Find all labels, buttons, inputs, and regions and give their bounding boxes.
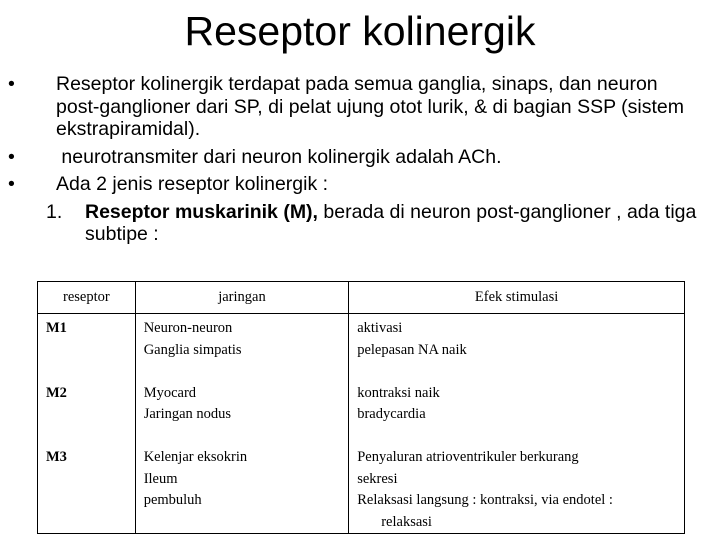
jaringan-cell [135,314,349,534]
numbered-text: berada di neuron post-ganglioner , ada tiga subtipe : [85,200,697,245]
bullet-text: Ada 2 jenis reseptor kolinergik : [56,173,329,195]
bullet-item [0,73,720,141]
header-efek-stimulasi: Efek stimulasi [349,282,685,314]
efek-item: Penyaluran atrioventrikuler berkurang [357,449,579,465]
jaringan-item: Ganglia simpatis [143,341,242,358]
efek-item: kontraksi naik [357,384,440,401]
receptor-table [37,281,685,534]
efek-item: bradycardia [357,406,426,422]
efek-item: relaksasi [381,513,432,530]
numbered-item [0,201,720,246]
receptor-label: M3 [46,449,67,465]
table-row [38,314,685,534]
efek-item: sekresi [357,470,398,487]
efek-item: pelepasan NA naik [357,341,467,358]
bullet-item [0,146,720,169]
efek-item: Relaksasi langsung : kontraksi, via endotel : [357,492,613,508]
bullet-icon: • [8,173,15,195]
slide-title: Reseptor kolinergik [184,8,536,54]
bullet-text: neurotransmiter dari neuron kolinergik adalah ACh. [56,145,502,168]
jaringan-item: Kelenjar eksokrin [143,449,248,465]
jaringan-item: Ileum [143,470,178,487]
bullet-text: Reseptor kolinergik terdapat pada semua ganglia, sinaps, dan neuron post-ganglioner dari SP, di pelat ujung otot lurik, & di bagian SSP (sistem ekstrapiramidal). [56,73,684,140]
receptor-label: M2 [46,384,67,401]
numbered-bold-text: Reseptor muskarinik (M), [85,200,318,223]
jaringan-item: Neuron-neuron [143,320,233,336]
bullet-icon: • [8,73,15,95]
table-header-row [38,282,685,314]
efek-cell [349,314,685,534]
receptor-label: M1 [46,320,67,336]
efek-item: aktivasi [357,320,403,336]
bullet-item [0,173,720,196]
number-marker: 1. [46,200,63,223]
jaringan-item: pembuluh [143,492,202,508]
jaringan-item: Jaringan nodus [143,406,232,422]
header-reseptor: reseptor [38,282,136,314]
bullet-list [0,73,720,246]
reseptor-cell [38,314,136,534]
bullet-icon: • [8,145,15,168]
header-jaringan: jaringan [135,282,349,314]
jaringan-item: Myocard [143,384,197,401]
